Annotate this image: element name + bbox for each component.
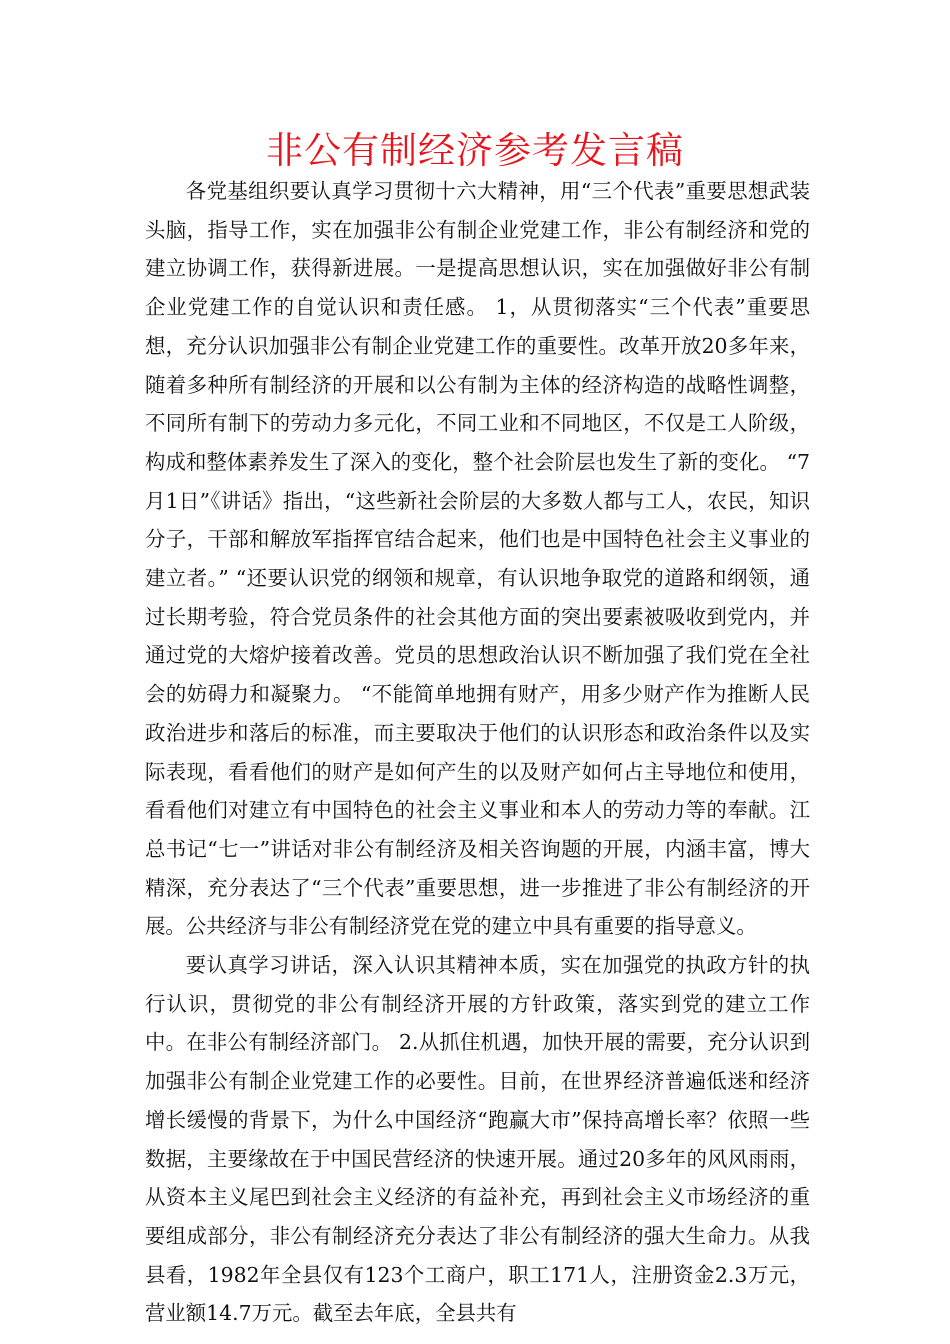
document-title: 非公有制经济参考发言稿 (266, 129, 684, 172)
paragraph-1: 各党基组织要认真学习贯彻十六大精神，用“三个代表”重要思想武装头脑，指导工作，实在加强非公有制企业党建工作，非公有制经济和党的建立协调工作，获得新进展。一是提高思想认识，实在加强做好非公有制企业党建工作的自觉认识和责任感。 1，从贯彻落实“三个代表”重要思想，充分认识加强非公有制企业党建工作的重要性。改革开放20多年来，随着多种所有制经济的开展和以公有制为主体的经济构造的战略性调整，不同所有制下的劳动力多元化，不同工业和不同地区，不仅是工人阶级，构成和整体素养发生了深入的变化，整个社会阶层也发生了新的变化。 “7月1日”《讲话》指出，“这些新社会阶层的大多数人都与工人，农民，知识分子，干部和解放军指挥官结合起来，他们也是中国特色社会主义事业的建立者。” “还要认识党的纲领和规章，有认识地争取党的道路和纲领，通过长期考验，符合党员条件的社会其他方面的突出要素被吸收到党内，并通过党的大熔炉接着改善。党员的思想政治认识不断加强了我们党在全社会的妨碍力和凝聚力。 “不能简单地拥有财产，用多少财产作为推断人民政治进步和落后的标准，而主要取决于他们的认识形态和政治条件以及实际表现，看看他们的财产是如何产生的以及财产如何占主导地位和使用，看看他们对建立有中国特色的社会主义事业和本人的劳动力等的奉献。江总书记“七一”讲话对非公有制经济及相关咨询题的开展，内涵丰富，博大精深，充分表达了“三个代表”重要思想，进一步推进了非公有制经济的开展。公共经济与非公有制经济党在党的建立中具有重要的指导意义。 (145, 179, 810, 939)
paragraph-2: 要认真学习讲话，深入认识其精神本质，实在加强党的执政方针的执行认识，贯彻党的非公有制经济开展的方针政策，落实到党的建立工作中。在非公有制经济部门。 2.从抓住机遇，加快开展的需要，充分认识到加强非公有制企业党建工作的必要性。目前，在世界经济普遍低迷和经济增长缓慢的背景下，为什么中国经济“跑赢大市”保持高增长率？依照一些数据，主要缘故在于中国民营经济的快速开展。通过20多年的风风雨雨，从资本主义尾巴到社会主义经济的有益补充，再到社会主义市场经济的重要组成部分，非公有制经济充分表达了非公有制经济的强大生命力。从我县看，1982年全县仅有123个工商户，职工171人，注册资金2.3万元，营业额14.7万元。截至去年底，全县共有 (145, 953, 810, 1326)
document-body (145, 172, 810, 1333)
